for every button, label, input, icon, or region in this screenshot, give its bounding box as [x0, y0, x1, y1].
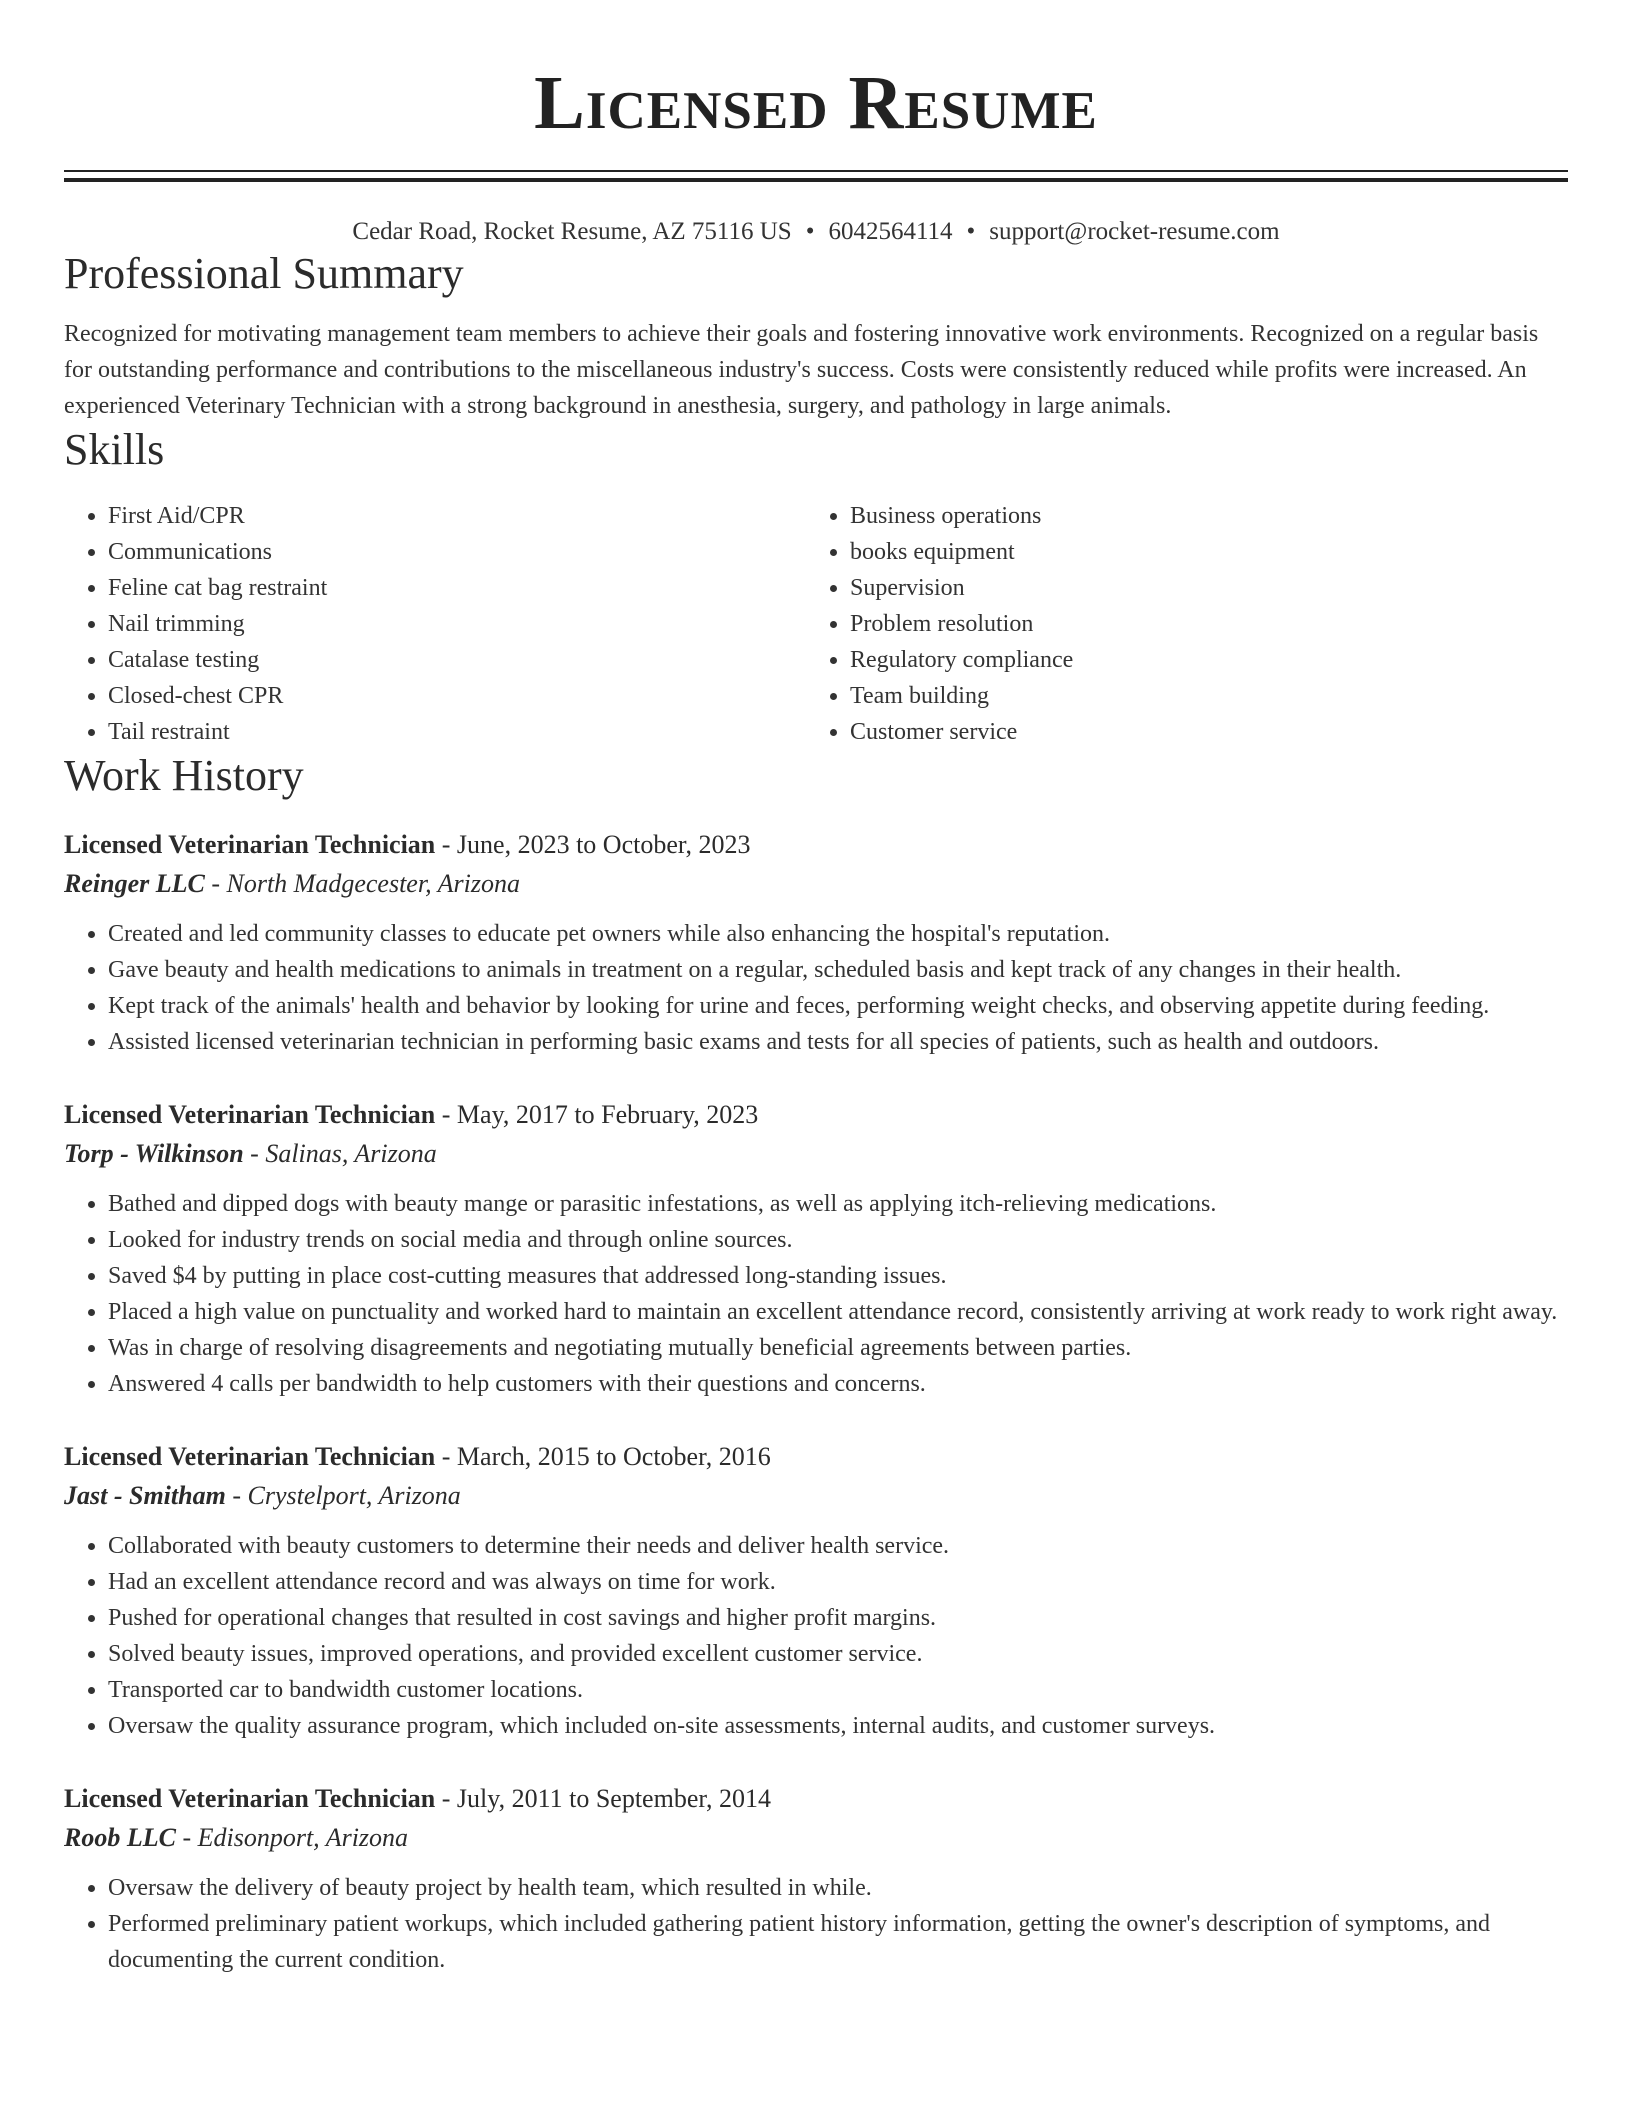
job-company-line [64, 1134, 1568, 1174]
skills-column-right [806, 498, 1550, 750]
job-title-line [64, 826, 1568, 864]
job-company-line [64, 864, 1568, 904]
job-dates: - July, 2011 to September, 2014 [435, 1784, 771, 1813]
job-bullet: • Created and led community classes to educate pet owners while also enhancing the hospital's reputation. [108, 916, 1568, 952]
skill-item: • Feline cat bag restraint [108, 570, 806, 606]
job-entry [64, 1438, 1568, 1744]
job-location: - Edisonport, Arizona [175, 1823, 409, 1852]
summary-heading: Professional Summary [64, 249, 464, 298]
skill-item: • Communications [108, 534, 806, 570]
job-role: Licensed Veterinarian Technician [64, 1100, 436, 1129]
job-entry [64, 1096, 1568, 1402]
job-bullet: • Was in charge of resolving disagreements and negotiating mutually beneficial agreements between parties. [108, 1330, 1568, 1366]
job-bullet: • Collaborated with beauty customers to determine their needs and deliver health service. [108, 1528, 1568, 1564]
skills-column-left [64, 498, 806, 750]
job-bullet: • Placed a high value on punctuality and worked hard to maintain an excellent attendance record, consistently arriving at work ready to work right away. [108, 1294, 1568, 1330]
summary-text: Recognized for motivating management team members to achieve their goals and fostering innovative work environments. Recognized on a regular basis for outstanding performance and contributions to the miscellaneous industry's success. Costs were consistently reduced while profits were increased. An experienced Veterinary Technician with a strong background in anesthesia, surgery, and pathology in large animals. [64, 321, 1539, 419]
job-company: Reinger LLC [64, 869, 205, 898]
job-bullet: • Gave beauty and health medications to animals in treatment on a regular, scheduled basis and kept track of any changes in their health. [108, 952, 1568, 988]
job-dates: - March, 2015 to October, 2016 [435, 1442, 771, 1471]
job-bullets [64, 1870, 1568, 1978]
header-divider [64, 170, 1568, 182]
job-entry [64, 826, 1568, 1060]
resume-page [64, 0, 1568, 1978]
job-bullet: • Saved $4 by putting in place cost-cutting measures that addressed long-standing issues. [108, 1258, 1568, 1294]
job-bullet: • Performed preliminary patient workups, which included gathering patient history information, getting the owner's description of symptoms, and documenting the current condition. [108, 1906, 1568, 1978]
job-title-line [64, 1096, 1568, 1134]
contact-separator: • [966, 218, 976, 245]
contact-email: support@rocket-resume.com [989, 218, 1280, 245]
job-bullet: • Oversaw the delivery of beauty project by health team, which resulted in while. [108, 1870, 1568, 1906]
skill-item: • Customer service [850, 714, 1550, 750]
skill-item: • Nail trimming [108, 606, 806, 642]
skill-item: • Catalase testing [108, 642, 806, 678]
job-location: - Salinas, Arizona [243, 1139, 437, 1168]
job-company-line [64, 1476, 1568, 1516]
contact-address: Cedar Road, Rocket Resume, AZ 75116 US [352, 218, 792, 245]
skill-item: • Supervision [850, 570, 1550, 606]
work-history-heading: Work History [64, 751, 304, 800]
job-bullets [64, 1528, 1568, 1744]
skill-item: • books equipment [850, 534, 1550, 570]
job-bullet: • Pushed for operational changes that resulted in cost savings and higher profit margins. [108, 1600, 1568, 1636]
job-bullet: • Transported car to bandwidth customer locations. [108, 1672, 1568, 1708]
skill-item: • Team building [850, 678, 1550, 714]
skill-item: • Regulatory compliance [850, 642, 1550, 678]
skills-list [64, 498, 1568, 750]
skill-item: • Problem resolution [850, 606, 1550, 642]
job-company: Roob LLC [64, 1823, 176, 1852]
job-bullet: • Answered 4 calls per bandwidth to help customers with their questions and concerns. [108, 1366, 1568, 1402]
job-role: Licensed Veterinarian Technician [64, 1784, 436, 1813]
job-bullet: • Solved beauty issues, improved operations, and provided excellent customer service. [108, 1636, 1568, 1672]
contact-line [64, 216, 1568, 248]
job-bullets [64, 1186, 1568, 1402]
job-bullet: • Assisted licensed veterinarian technician in performing basic exams and tests for all species of patients, such as health and outdoors. [108, 1024, 1568, 1060]
skill-item: • First Aid/CPR [108, 498, 806, 534]
job-bullet: • Bathed and dipped dogs with beauty mange or parasitic infestations, as well as applying itch-relieving medications. [108, 1186, 1568, 1222]
job-location: - North Madgecester, Arizona [204, 869, 520, 898]
job-title-line [64, 1780, 1568, 1818]
job-role: Licensed Veterinarian Technician [64, 830, 436, 859]
job-company: Jast - Smitham [64, 1481, 226, 1510]
work-history-list [64, 826, 1568, 1978]
resume-name: Licensed Resume [534, 61, 1098, 145]
job-bullets [64, 916, 1568, 1060]
job-bullet: • Had an excellent attendance record and was always on time for work. [108, 1564, 1568, 1600]
contact-separator: • [805, 218, 815, 245]
job-entry [64, 1780, 1568, 1978]
job-role: Licensed Veterinarian Technician [64, 1442, 436, 1471]
job-bullet: • Kept track of the animals' health and behavior by looking for urine and feces, performing weight checks, and observing appetite during feeding. [108, 988, 1568, 1024]
job-bullet: • Oversaw the quality assurance program, which included on-site assessments, internal audits, and customer surveys. [108, 1708, 1568, 1744]
skill-item: • Tail restraint [108, 714, 806, 750]
job-company: Torp - Wilkinson [64, 1139, 244, 1168]
job-location: - Crystelport, Arizona [225, 1481, 461, 1510]
job-bullet: • Looked for industry trends on social media and through online sources. [108, 1222, 1568, 1258]
job-dates: - May, 2017 to February, 2023 [435, 1100, 759, 1129]
skill-item: • Business operations [850, 498, 1550, 534]
job-company-line [64, 1818, 1568, 1858]
skill-item: • Closed-chest CPR [108, 678, 806, 714]
job-title-line [64, 1438, 1568, 1476]
job-dates: - June, 2023 to October, 2023 [435, 830, 751, 859]
skills-heading: Skills [64, 425, 165, 474]
contact-phone: 6042564114 [828, 218, 953, 245]
